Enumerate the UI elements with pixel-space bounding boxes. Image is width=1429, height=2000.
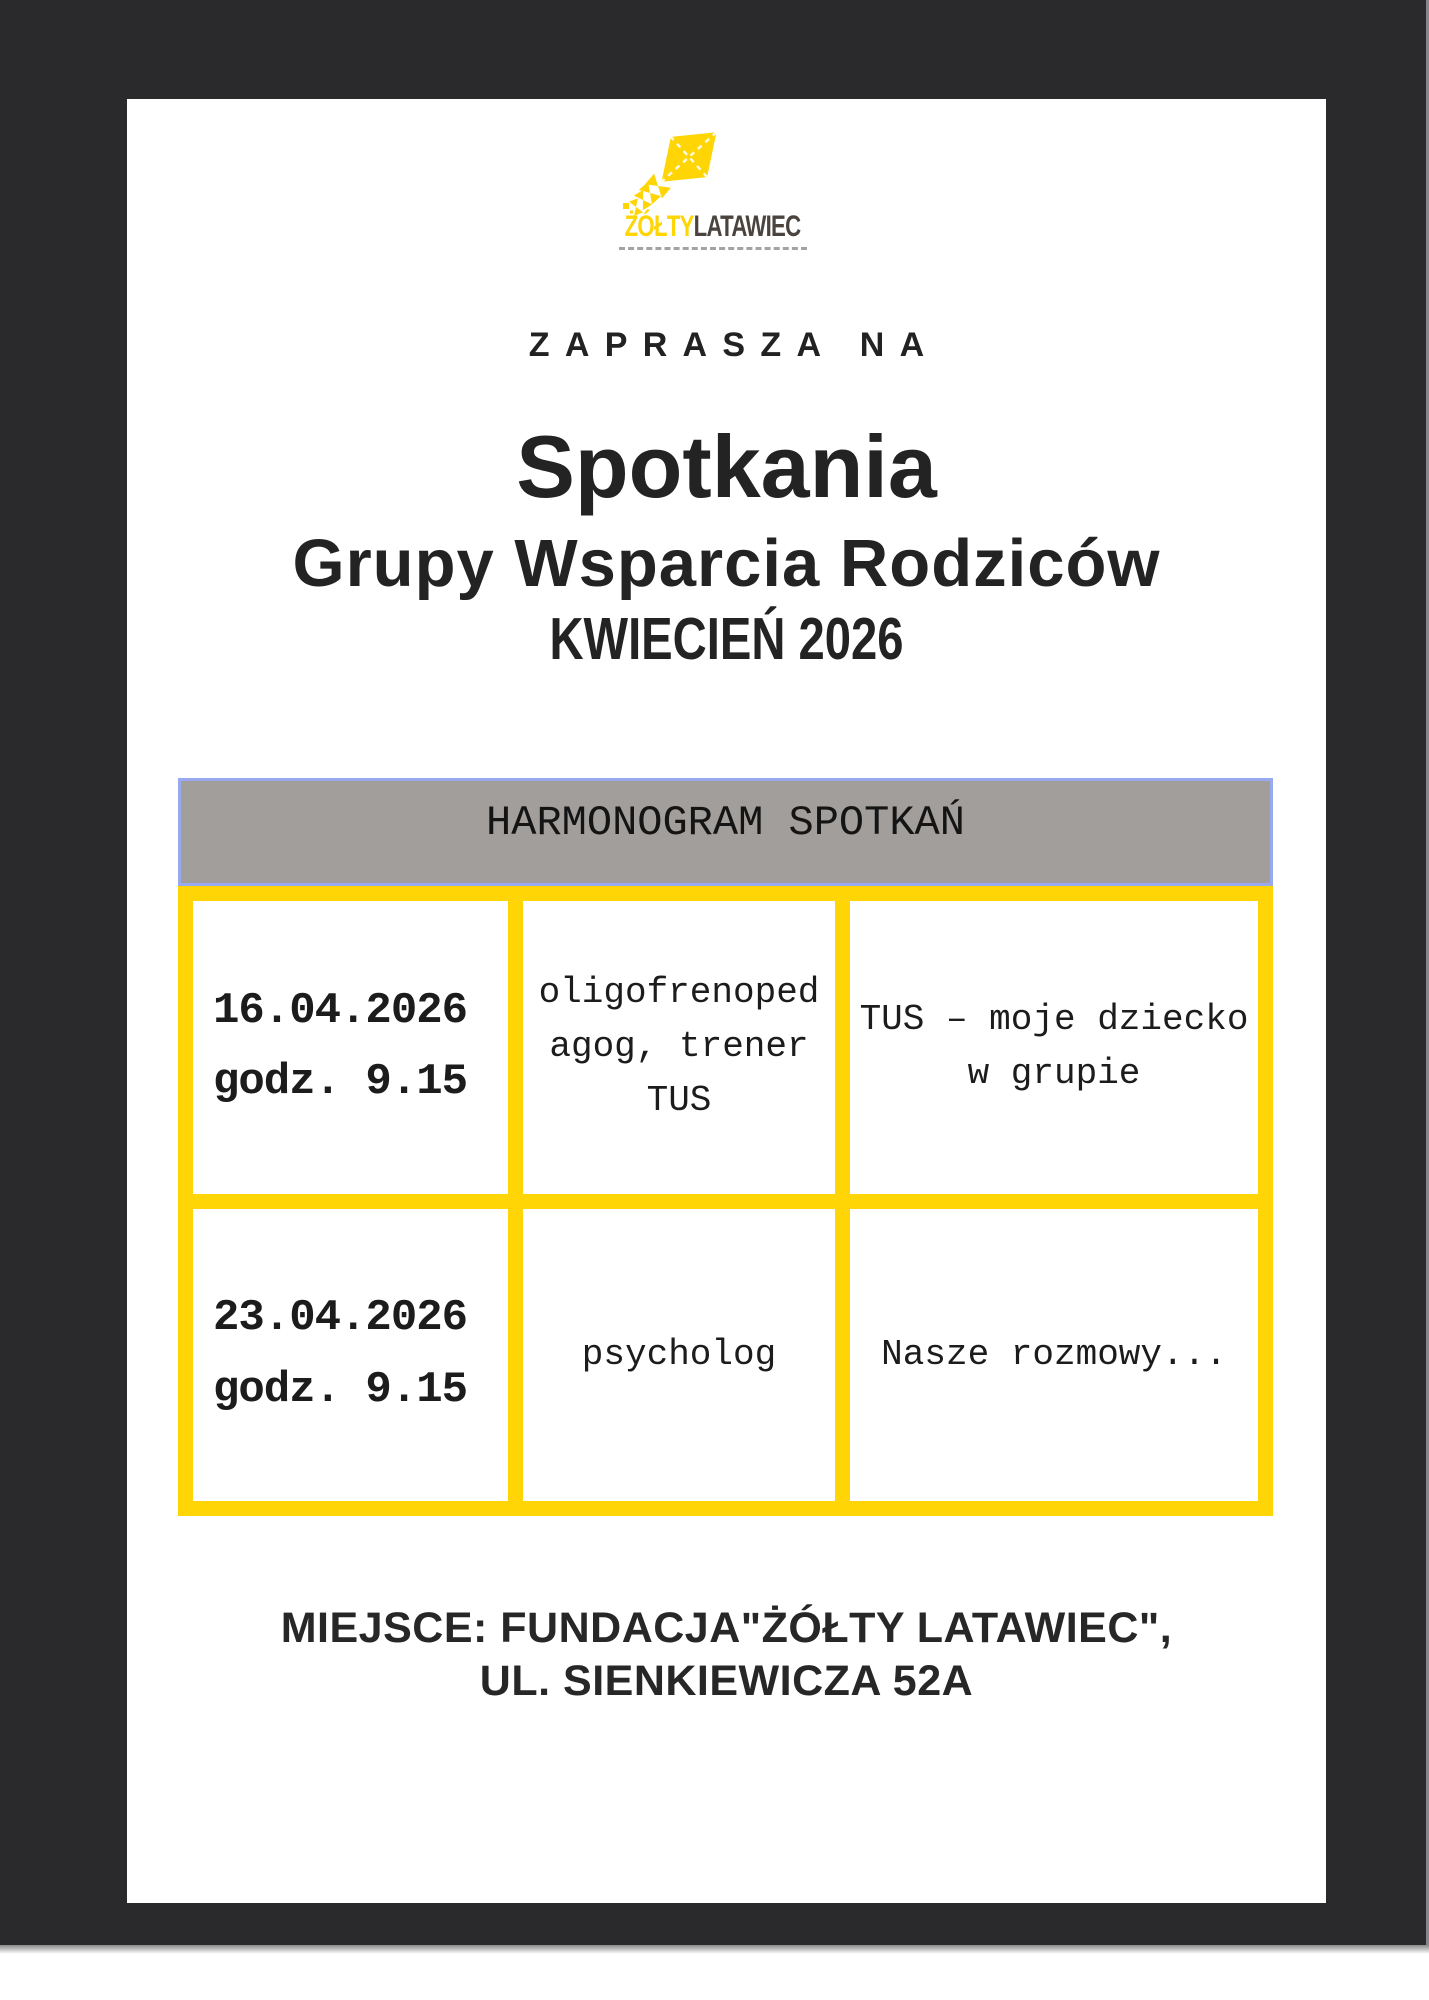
speaker-line: TUS — [646, 1080, 712, 1122]
table-row-1-date-cell — [193, 901, 508, 1194]
logo — [127, 99, 1326, 259]
venue-info — [127, 1602, 1326, 1709]
table-row-1-topic-cell — [850, 901, 1258, 1194]
title-sub: Grupy Wsparcia Rodziców — [292, 526, 1161, 601]
table-row-1-speaker-cell — [523, 901, 835, 1194]
title-period: KWIECIEŃ 2026 — [549, 606, 904, 672]
logo-dashed-underline — [619, 247, 807, 250]
speaker-line: oligofrenoped — [538, 972, 820, 1014]
schedule-header-label: HARMONOGRAM SPOTKAŃ — [486, 799, 965, 847]
topic-line: TUS – moje dziecko — [859, 999, 1249, 1041]
table-row-2-topic-cell — [850, 1209, 1258, 1502]
topic-line: Nasze rozmowy... — [881, 1333, 1227, 1375]
venue-line-1: MIEJSCE: FUNDACJA"ŻÓŁTY LATAWIEC", — [280, 1604, 1173, 1652]
title-main: Spotkania — [516, 417, 937, 516]
speaker-line: psycholog — [581, 1333, 777, 1375]
speaker-line: agog, trener — [549, 1026, 809, 1068]
topic-line: w grupie — [967, 1053, 1141, 1095]
meeting-date: 16.04.2026 — [213, 985, 468, 1036]
logo-wordmark — [269, 212, 1156, 242]
meeting-time: godz. 9.15 — [213, 1057, 468, 1108]
meeting-date: 23.04.2026 — [213, 1293, 468, 1344]
schedule-header — [178, 778, 1273, 886]
schedule-table — [178, 886, 1273, 1516]
poster-card — [127, 99, 1326, 1903]
table-row-2-speaker-cell — [523, 1209, 835, 1502]
logo-word-latawiec: LATAWIEC — [693, 210, 801, 243]
table-row-2-date-cell — [193, 1209, 508, 1502]
logo-word-zolty: ŻÓŁTY — [624, 210, 694, 243]
meeting-time: godz. 9.15 — [213, 1364, 468, 1415]
venue-line-2: UL. SIENKIEWICZA 52A — [479, 1657, 974, 1706]
kite-icon — [539, 97, 759, 217]
intro-line: ZAPRASZA NA — [528, 326, 940, 364]
